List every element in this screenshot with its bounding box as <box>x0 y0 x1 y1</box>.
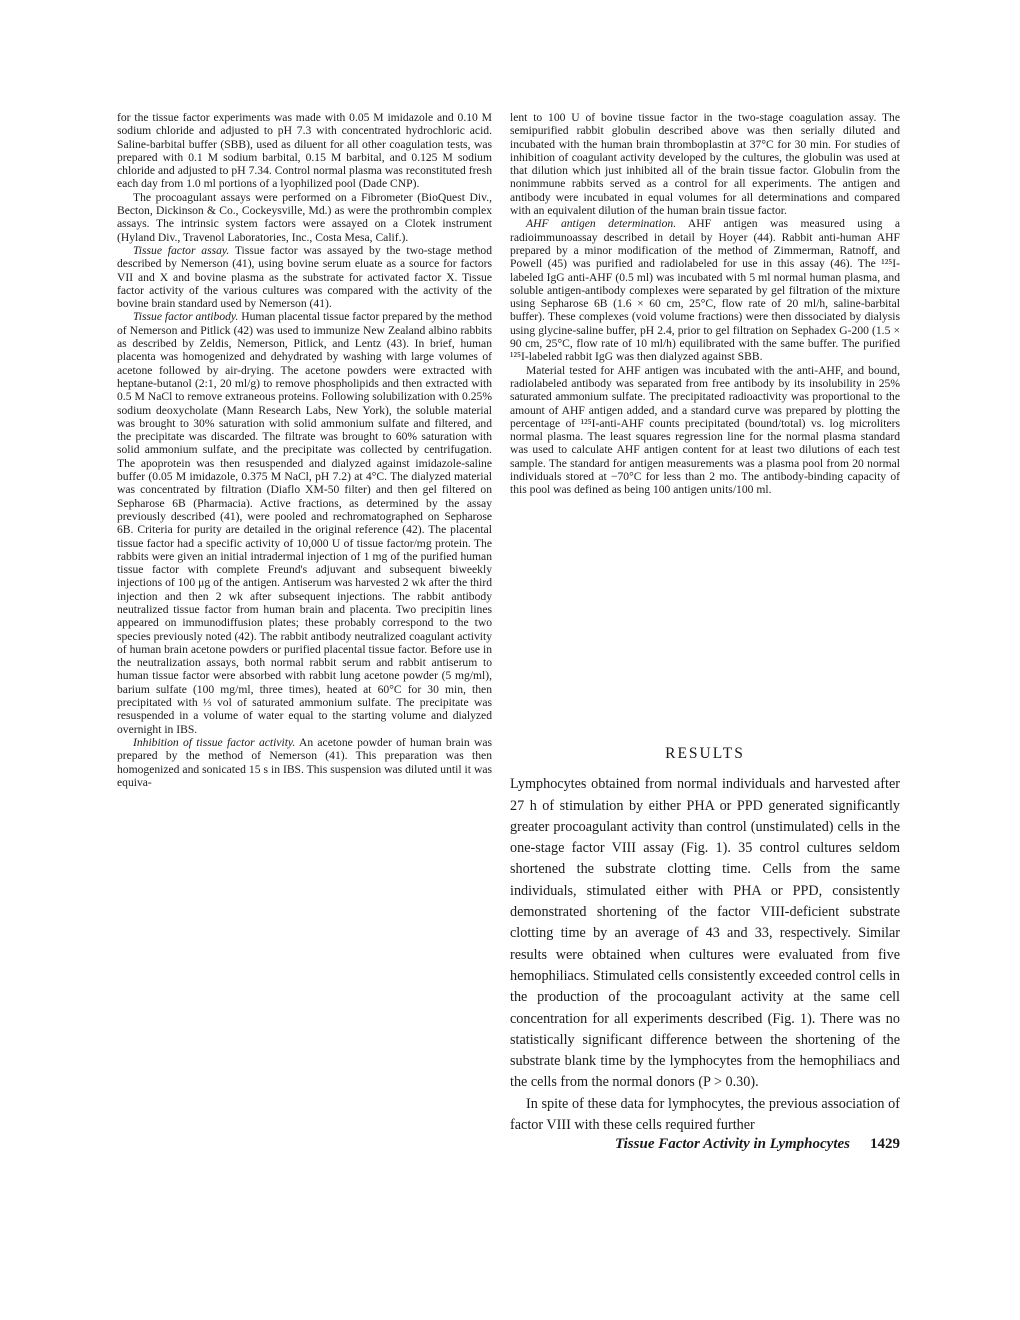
methods-paragraph-ahf-material: Material tested for AHF antigen was incubated with the anti-AHF, and bound, radiolabeled antibody was separated from free antibody by its insolubility in 25% saturated ammonium sulfate. The precipitated radioactivity was proportional to the amount of AHF antigen added, and a standard curve was prepared by plotting the percentage of ¹²⁵I-anti-AHF counts precipitated (bound/total) vs. log microliters normal plasma. The least squares regression line for the normal plasma standard was used to calculate AHF antigen content for at least two dilutions of each test sample. The standard for antigen measurements was a plasma pool from 20 normal individuals stored at −70°C for less than 2 mo. The antibody-binding capacity of this pool was defined as being 100 antigen units/100 ml. <box>510 363 900 497</box>
right-text-column-results <box>510 743 900 1136</box>
running-title: Tissue Factor Activity in Lymphocytes <box>615 1136 850 1152</box>
page-number: 1429 <box>870 1136 900 1152</box>
results-paragraph-1: Lymphocytes obtained from normal individuals and harvested after 27 h of stimulation by either PHA or PPD generated significantly greater procoagulant activity than control (unstimulated) cells in the one-stage factor VIII assay (Fig. 1). 35 control cultures seldom shortened the substrate clotting time. Cells from the same individuals, stimulated either with PHA or PPD, consistently demonstrated shortening of the factor VIII-deficient substrate clotting time by an average of 43 and 33, respectively. Similar results were obtained when cultures were evaluated from five hemophiliacs. Stimulated cells consistently exceeded control cells in the production of the procoagulant activity at the same cell concentration for all experiments described (Fig. 1). There was no statistically significant difference between the shortening of the substrate blank time by the lymphocytes from the hemophiliacs and the cells from the normal donors (P > 0.30). <box>510 776 900 1091</box>
methods-paragraph-inhibition-continued: lent to 100 U of bovine tissue factor in the two-stage coagulation assay. The semipurified rabbit globulin described above was then serially diluted and incubated with the human brain thromboplastin at 37°C for 30 min. For studies of inhibition of coagulant activity developed by the cultures, the globulin was used at that dilution which just inhibited all of the brain tissue factor. Globulin from the nonimmune rabbits served as a control for all experiments. The antigen and antibody were incubated in equal volumes for all determinations and compared with an equivalent dilution of the human brain tissue factor. <box>510 111 900 218</box>
subheading-inhibition: Inhibition of tissue factor activity. <box>133 735 296 749</box>
methods-paragraph-buffers: for the tissue factor experiments was made with 0.05 M imidazole and 0.10 M sodium chloride and adjusted to pH 7.3 with concentrated hydrochloric acid. Saline-barbital buffer (SBB), used as diluent for all other coagulation tests, was prepared with 0.1 M sodium barbital, 0.15 M barbital, and 0.125 M sodium chloride and adjusted to pH 7.34. Control normal plasma was reconstituted fresh each day from 1.0 ml portions of a lyophilized pool (Dade CNP). <box>117 111 492 191</box>
right-text-column-methods <box>510 111 900 497</box>
methods-paragraph-tissue-factor-antibody <box>117 310 492 736</box>
methods-paragraph-ahf-antigen <box>510 217 900 363</box>
body-ahf-antigen: AHF antigen was measured using a radioimmunoassay described in detail by Hoyer (44). Rabbit anti-human AHF prepared by a minor modification of the method of Zimmerman, Ratnoff, and Powell (45) was purified and radiolabeled for use in this assay (46). The ¹²⁵I-labeled IgG anti-AHF (0.5 ml) was incubated with 5 ml normal human plasma, and soluble antigen-antibody complexes were separated by gel filtration of the mixture using Sepharose 6B (1.6 × 60 cm, 25°C, flow rate of 20 ml/h, saline-barbital buffer). These complexes (void volume fractions) were then dissociated by dialysis using glycine-saline buffer, pH 2.4, prior to gel filtration on Sephadex G-200 (1.5 × 90 cm, 25°C, flow rate of 10 ml/h) equilibrated with the same buffer. The purified ¹²⁵I-labeled rabbit IgG was then dialyzed against SBB. <box>510 217 900 364</box>
methods-paragraph-tissue-factor-assay <box>117 244 492 310</box>
left-text-column <box>117 111 492 789</box>
body-tissue-factor-antibody: Human placental tissue factor prepared by the method of Nemerson and Pitlick (42) was used to immunize New Zealand albino rabbits as described by Zeldis, Nemerson, Pitlick, and Lentz (43). In brief, human placenta was homogenized and dehydrated by washing with large volumes of acetone followed by air-drying. The acetone powders were extracted with heptane-butanol (2:1, 20 ml/g) to remove phospholipids and then extracted with 0.5 M NaCl to remove extraneous proteins. Following solubilization with 0.25% sodium deoxycholate (Mann Research Labs, New York), the soluble material was brought to 30% saturation with solid ammonium sulfate and filtered, and the precipitate was discarded. The filtrate was brought to 60% saturation with solid ammonium sulfate, and the precipitate was collected by centrifugation. The apoprotein was then resuspended and dialyzed against imidazole-saline buffer (0.05 M imidazole, 0.375 M NaCl, pH 7.2) at 4°C. The dialyzed material was concentrated by filtration (Diaflo XM-50 filter) and then gel filtered on Sepharose 6B (Pharmacia). Active fractions, as determined by the assay previously described (41), were pooled and rechromatographed on Sepharose 6B. Criteria for purity are detailed in the original reference (42). The placental tissue factor had a specific activity of 10,000 U of tissue factor/mg protein. The rabbits were given an initial intradermal injection of 1 mg of the purified human tissue factor with complete Freund's adjuvant and subsequent biweekly injections of 100 μg of the antigen. Antiserum was harvested 2 wk after the third injection and then 2 wk after subsequent injections. The rabbit antibody neutralized tissue factor from human brain and placenta. Two precipitin lines appeared on immunodiffusion plates; these probably correspond to the two species previously noted (42). The rabbit antibody neutralized coagulant activity of human brain acetone powders or purified placental tissue factor. Before use in the neutralization assays, both normal rabbit serum and rabbit antiserum to human tissue factor were absorbed with rabbit lung acetone powder (5 mg/ml), barium sulfate (100 mg/ml, three times), heated at 60°C for 30 min, then precipitated with ⅓ vol of saturated ammonium sulfate. The precipitate was resuspended in a volume of water equal to the starting volume and dialyzed overnight in IBS. <box>117 310 493 736</box>
subheading-ahf-antigen: AHF antigen determination. <box>526 217 677 231</box>
methods-paragraph-inhibition <box>117 736 492 789</box>
body-tissue-factor-assay: Tissue factor was assayed by the two-stage method described by Nemerson (41), using bovine serum eluate as a source for factors VII and X and bovine plasma as the substrate for activated factor X. Tissue factor activity of the various cultures was compared with the activity of the bovine brain standard used by Nemerson (41). <box>117 243 492 311</box>
body-inhibition: An acetone powder of human brain was prepared by the method of Nemerson (41). This preparation was then homogenized and sonicated 15 s in IBS. This suspension was diluted until it was equiva- <box>117 735 492 789</box>
results-paragraph-2: In spite of these data for lymphocytes, the previous association of factor VIII with these cells required further <box>510 1095 900 1134</box>
subheading-tissue-factor-assay: Tissue factor assay. <box>133 243 230 257</box>
results-heading: RESULTS <box>665 745 745 762</box>
page-footer <box>510 1136 900 1153</box>
methods-paragraph-instruments: The procoagulant assays were performed on a Fibrometer (BioQuest Div., Becton, Dickinson & Co., Cockeysville, Md.) as were the prothrombin complex assays. The intrinsic system factors were assayed on a Clotek instrument (Hyland Div., Travenol Laboratories, Inc., Costa Mesa, Calif.). <box>117 190 492 244</box>
subheading-tissue-factor-antibody: Tissue factor antibody. <box>133 310 239 324</box>
